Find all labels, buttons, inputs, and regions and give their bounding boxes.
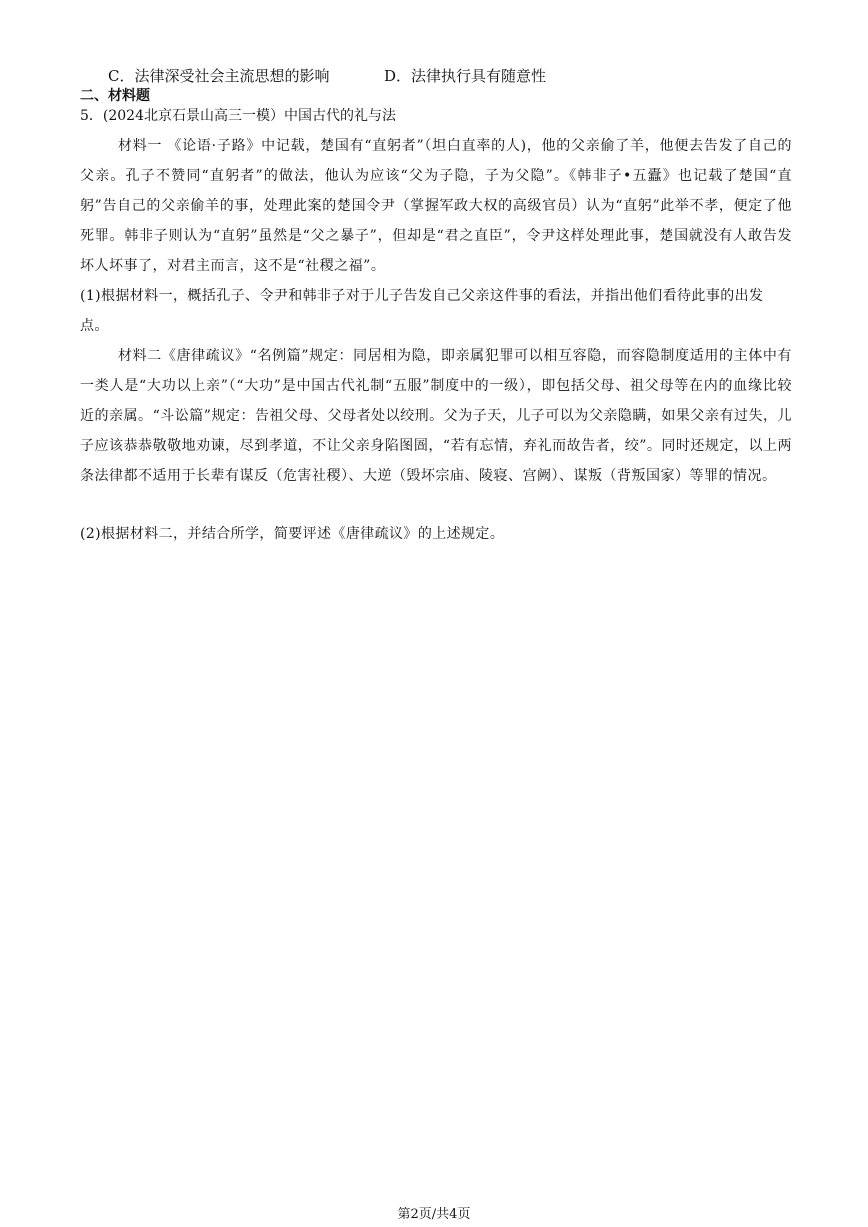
option-c: C．法律深受社会主流思想的影响 <box>108 67 330 85</box>
material-two-paragraph: 材料二《唐律疏议》“名例篇”规定：同居相为隐，即亲属犯罪可以相互容隐，而容隐制度适用的主体中有一类人是“大功以上亲”（“大功”是中国古代礼制“五服”制度中的一级），即包括父母、祖父母等在内的血缘比较近的亲属。“斗讼篇”规定：告祖父母、父母者处以绞刑。父为子天，儿子可以为父亲隐瞒，如果父亲有过失，儿子应该恭恭敬敬地劝谏，尽到孝道，不让父亲身陷图圄，“若有忘情，弃礼而故告者，绞”。同时还规定，以上两条法律都不适用于长辈有谋反（危害社稷）、大逆（毁坏宗庙、陵寝、宫阙）、谋叛（背叛国家）等罪的情况。 <box>80 348 792 484</box>
material-one-paragraph: 材料一 《论语·子路》中记载，楚国有“直躬者”（坦白直率的人)，他的父亲偷了羊，他便去告发了自己的父亲。孔子不赞同“直躬者”的做法，他认为应该“父为子隐，子为父隐”。《韩非子•五蠹》也记载了楚国“直躬”告自己的父亲偷羊的事，处理此案的楚国令尹（掌握军政大权的高级官员）认为“直躬”此举不孝，便定了他死罪。韩非子则认为“直躬”虽然是“父之暴子”，但却是“君之直臣”，令尹这样处理此事，楚国就没有人敢告发坏人坏事了，对君主而言，这不是“社稷之福”。 <box>80 138 792 274</box>
answer-options-row <box>108 66 547 86</box>
section-heading: 二、材料题 <box>80 88 150 104</box>
question-title: 5．(2024北京石景山高三一模）中国古代的礼与法 <box>80 108 396 124</box>
sub-question-1: (1)根据材料一，概括孔子、令尹和韩非子对于儿子告发自己父亲这件事的看法，并指出他们看待此事的出发点。 <box>80 288 764 334</box>
sub-question-2: (2)根据材料二，并结合所学，简要评述《唐律疏议》的上述规定。 <box>80 526 505 542</box>
page-number-footer: 第2页/共4页 <box>397 1207 471 1222</box>
option-d: D．法律执行具有随意性 <box>384 67 547 85</box>
